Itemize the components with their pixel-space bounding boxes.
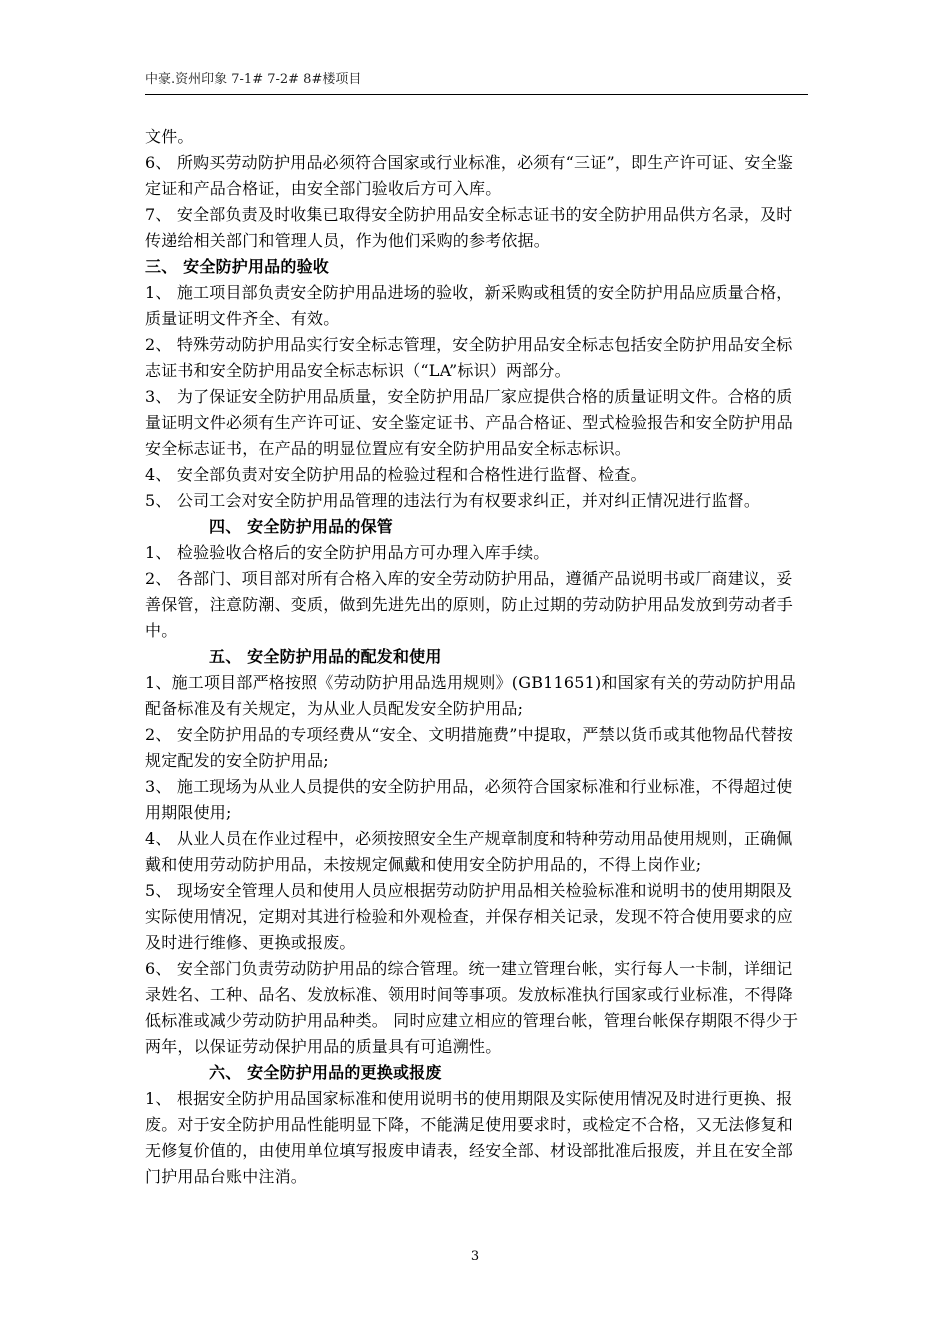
page-header: 中豪.资州印象 7-1# 7-2# 8#楼项目 bbox=[145, 68, 808, 95]
section-heading-4: 四、 安全防护用品的保管 bbox=[209, 517, 393, 536]
paragraph: 1、施工项目部严格按照《劳动防护用品选用规则》(GB11651)和国家有关的劳动防护用品配备标准及有关规定，为从业人员配发安全防护用品; bbox=[145, 673, 796, 718]
section-heading-3: 三、 安全防护用品的验收 bbox=[145, 257, 329, 276]
paragraph: 1、 根据安全防护用品国家标准和使用说明书的使用期限及实际使用情况及时进行更换、报废。对于安全防护用品性能明显下降，不能满足使用要求时，或检定不合格，又无法修复和无修复价值的，由使用单位填写报废申请表，经安全部、材设部批准后报废，并且在安全部门护用品台账中注消。 bbox=[145, 1089, 794, 1186]
paragraph: 4、 安全部负责对安全防护用品的检验过程和合格性进行监督、检查。 bbox=[145, 465, 647, 484]
section-heading-6: 六、 安全防护用品的更换或报废 bbox=[209, 1063, 442, 1082]
paragraph: 2、 安全防护用品的专项经费从“安全、文明措施费”中提取，严禁以货币或其他物品代替按规定配发的安全防护用品; bbox=[145, 725, 794, 770]
paragraph: 5、 现场安全管理人员和使用人员应根据劳动防护用品相关检验标准和说明书的使用期限及实际使用情况，定期对其进行检验和外观检查，并保存相关记录，发现不符合使用要求的应及时进行维修、更换或报废。 bbox=[145, 881, 794, 952]
paragraph: 1、 施工项目部负责安全防护用品进场的验收，新采购或租赁的安全防护用品应质量合格，质量证明文件齐全、有效。 bbox=[145, 283, 793, 328]
document-body bbox=[145, 124, 808, 1190]
paragraph: 4、 从业人员在作业过程中，必须按照安全生产规章制度和特种劳动用品使用规则，正确佩戴和使用劳动防护用品，未按规定佩戴和使用安全防护用品的，不得上岗作业; bbox=[145, 829, 793, 874]
paragraph: 6、 所购买劳动防护用品必须符合国家或行业标准，必须有“三证”，即生产许可证、安全鉴定证和产品合格证，由安全部门验收后方可入库。 bbox=[145, 153, 794, 198]
paragraph: 3、 施工现场为从业人员提供的安全防护用品，必须符合国家标准和行业标准，不得超过使用期限使用; bbox=[145, 777, 793, 822]
paragraph: 2、 特殊劳动防护用品实行安全标志管理，安全防护用品安全标志包括安全防护用品安全标志证书和安全防护用品安全标志标识（“LA”标识）两部分。 bbox=[145, 335, 793, 380]
paragraph: 文件。 bbox=[145, 127, 194, 146]
paragraph: 6、 安全部门负责劳动防护用品的综合管理。统一建立管理台帐，实行每人一卡制，详细记录姓名、工种、品名、发放标准、领用时间等事项。发放标准执行国家或行业标准，不得降低标准或减少劳动防护用品种类。 同时应建立相应的管理台帐，管理台帐保存期限不得少于两年，以保证劳动保护用品的质量具有可追溯性。 bbox=[145, 959, 799, 1056]
paragraph: 7、 安全部负责及时收集已取得安全防护用品安全标志证书的安全防护用品供方名录，及时传递给相关部门和管理人员，作为他们采购的参考依据。 bbox=[145, 205, 793, 250]
section-heading-5: 五、 安全防护用品的配发和使用 bbox=[209, 647, 442, 666]
paragraph: 2、 各部门、项目部对所有合格入库的安全劳动防护用品，遵循产品说明书或厂商建议，妥善保管，注意防潮、变质，做到先进先出的原则，防止过期的劳动防护用品发放到劳动者手中。 bbox=[145, 569, 794, 640]
paragraph: 3、 为了保证安全防护用品质量，安全防护用品厂家应提供合格的质量证明文件。合格的质量证明文件必须有生产许可证、安全鉴定证书、产品合格证、型式检验报告和安全防护用品安全标志证书，在产品的明显位置应有安全防护用品安全标志标识。 bbox=[145, 387, 794, 458]
paragraph: 5、 公司工会对安全防护用品管理的违法行为有权要求纠正，并对纠正情况进行监督。 bbox=[145, 491, 761, 510]
paragraph: 1、 检验验收合格后的安全防护用品方可办理入库手续。 bbox=[145, 543, 550, 562]
page-number: 3 bbox=[470, 1249, 480, 1264]
